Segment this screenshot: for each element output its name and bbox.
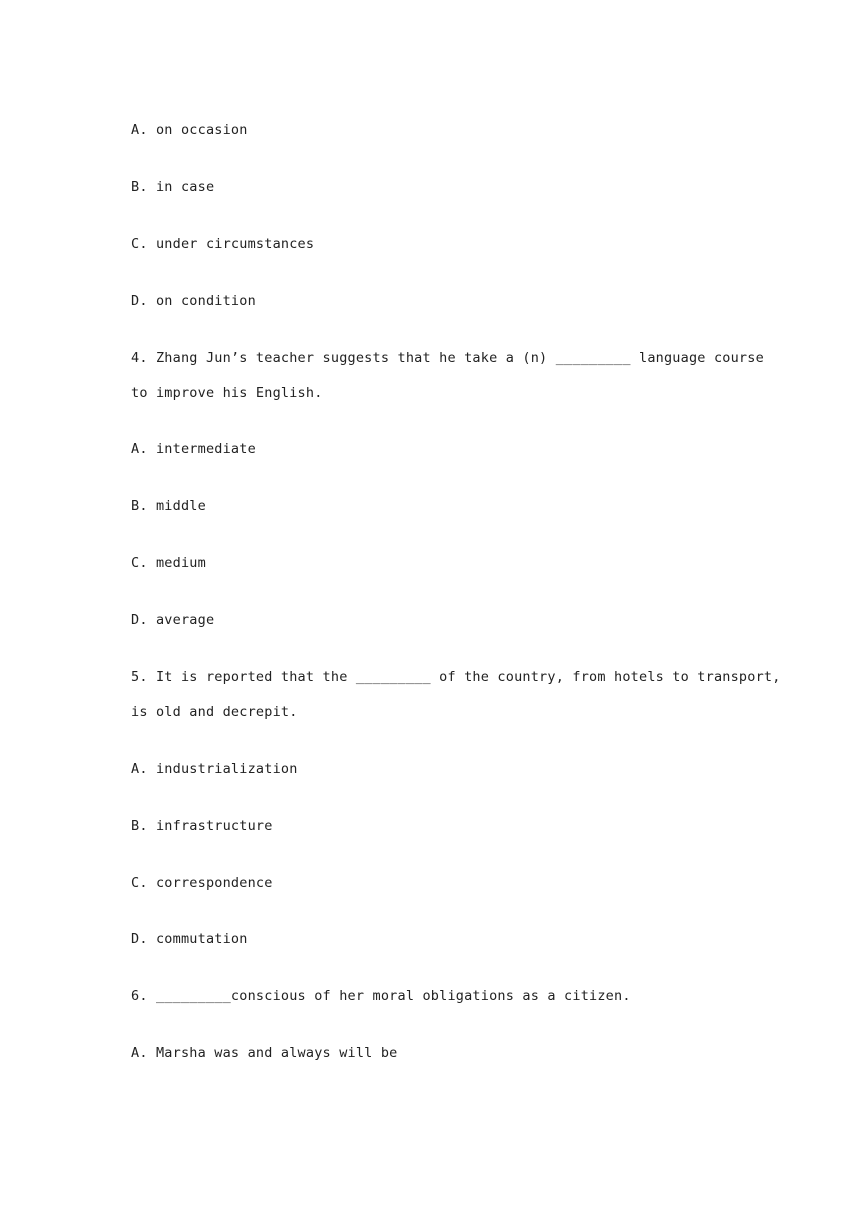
q3-option-a: A. on occasion (131, 122, 248, 138)
q3-option-b: B. in case (131, 179, 215, 195)
q6-option-a: A. Marsha was and always will be (131, 1045, 398, 1061)
q4-option-d: D. average (131, 612, 215, 628)
q5-option-b: B. infrastructure (131, 818, 273, 834)
q4-option-b: B. middle (131, 498, 206, 514)
q5-option-a: A. industrialization (131, 761, 298, 777)
q4-stem-line-1: 4. Zhang Jun’s teacher suggests that he take a (n) _________ language course (131, 350, 764, 366)
q6-stem: 6. _________conscious of her moral obligations as a citizen. (131, 988, 631, 1004)
q3-option-d: D. on condition (131, 293, 256, 309)
q5-option-d: D. commutation (131, 931, 248, 947)
q3-option-c: C. under circumstances (131, 236, 315, 252)
q4-option-a: A. intermediate (131, 441, 256, 457)
q4-stem-line-2: to improve his English. (131, 385, 323, 401)
q5-stem-line-1: 5. It is reported that the _________ of the country, from hotels to transport, (131, 669, 781, 685)
q4-option-c: C. medium (131, 555, 206, 571)
q5-option-c: C. correspondence (131, 875, 273, 891)
q5-stem-line-2: is old and decrepit. (131, 704, 298, 720)
